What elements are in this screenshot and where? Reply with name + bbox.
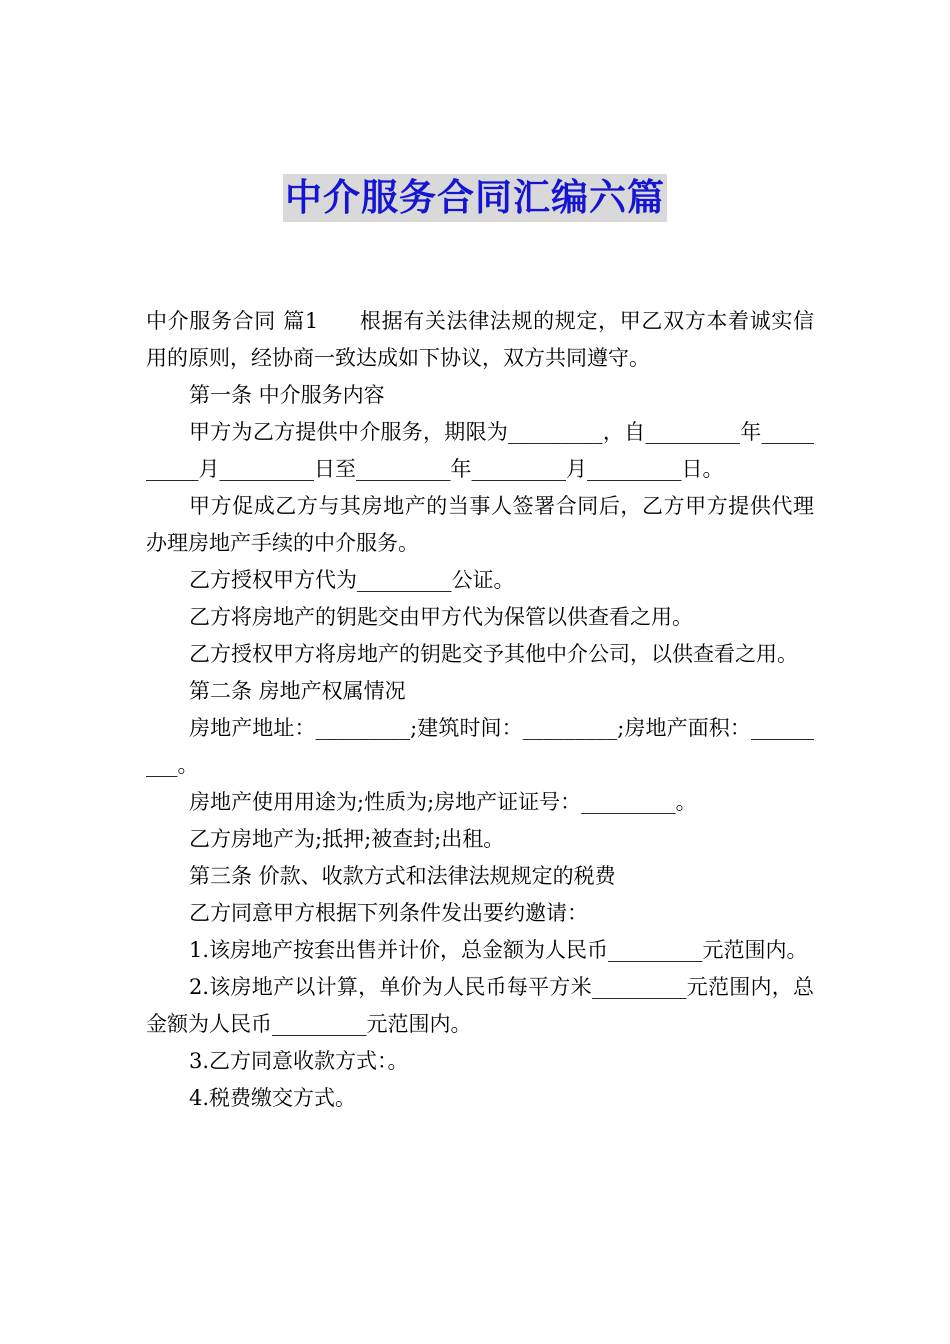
paragraph-intro bbox=[146, 303, 814, 377]
paragraph: 乙方房地产为;抵押;被查封;出租。 bbox=[189, 827, 505, 851]
list-item: 2.该房地产以计算，单价为人民币每平方米_________元范围内，总金额为人民币_________元范围内。 bbox=[146, 975, 814, 1036]
paragraph: 乙方将房地产的钥匙交由甲方代为保管以供查看之用。 bbox=[189, 605, 693, 629]
paragraph: 房地产地址：_________;建筑时间：_________;房地产面积：_________。 bbox=[146, 716, 814, 777]
paragraph: 乙方同意甲方根据下列条件发出要约邀请： bbox=[189, 901, 588, 925]
paragraph-text: 根据有关法律法规的规定，甲乙双方本着诚实信用的原则，经协商一致达成如下协议，双方共同遵守。 bbox=[146, 309, 814, 370]
title-container bbox=[0, 174, 950, 222]
paragraph: 乙方授权甲方代为_________公证。 bbox=[189, 568, 515, 592]
paragraph: 甲方为乙方提供中介服务，期限为_________，自_________年__________月_________日至_________年_________月_________日。 bbox=[146, 420, 814, 481]
document-title: 中介服务合同汇编六篇 bbox=[283, 174, 667, 222]
article-label: 中介服务合同 篇1 bbox=[146, 309, 319, 333]
section-heading: 第三条 价款、收款方式和法律法规规定的税费 bbox=[189, 864, 616, 888]
list-item: 3.乙方同意收款方式：。 bbox=[189, 1049, 409, 1073]
document-body bbox=[146, 303, 814, 1117]
paragraph: 乙方授权甲方将房地产的钥匙交予其他中介公司，以供查看之用。 bbox=[189, 642, 798, 666]
list-item: 4.税费缴交方式。 bbox=[189, 1086, 357, 1110]
paragraph: 甲方促成乙方与其房地产的当事人签署合同后，乙方甲方提供代理办理房地产手续的中介服务。 bbox=[146, 494, 814, 555]
section-heading: 第二条 房地产权属情况 bbox=[189, 679, 406, 703]
list-item: 1.该房地产按套出售并计价，总金额为人民币_________元范围内。 bbox=[189, 938, 808, 962]
section-heading: 第一条 中介服务内容 bbox=[189, 383, 385, 407]
paragraph: 房地产使用用途为;性质为;房地产证证号：_________。 bbox=[189, 790, 697, 814]
